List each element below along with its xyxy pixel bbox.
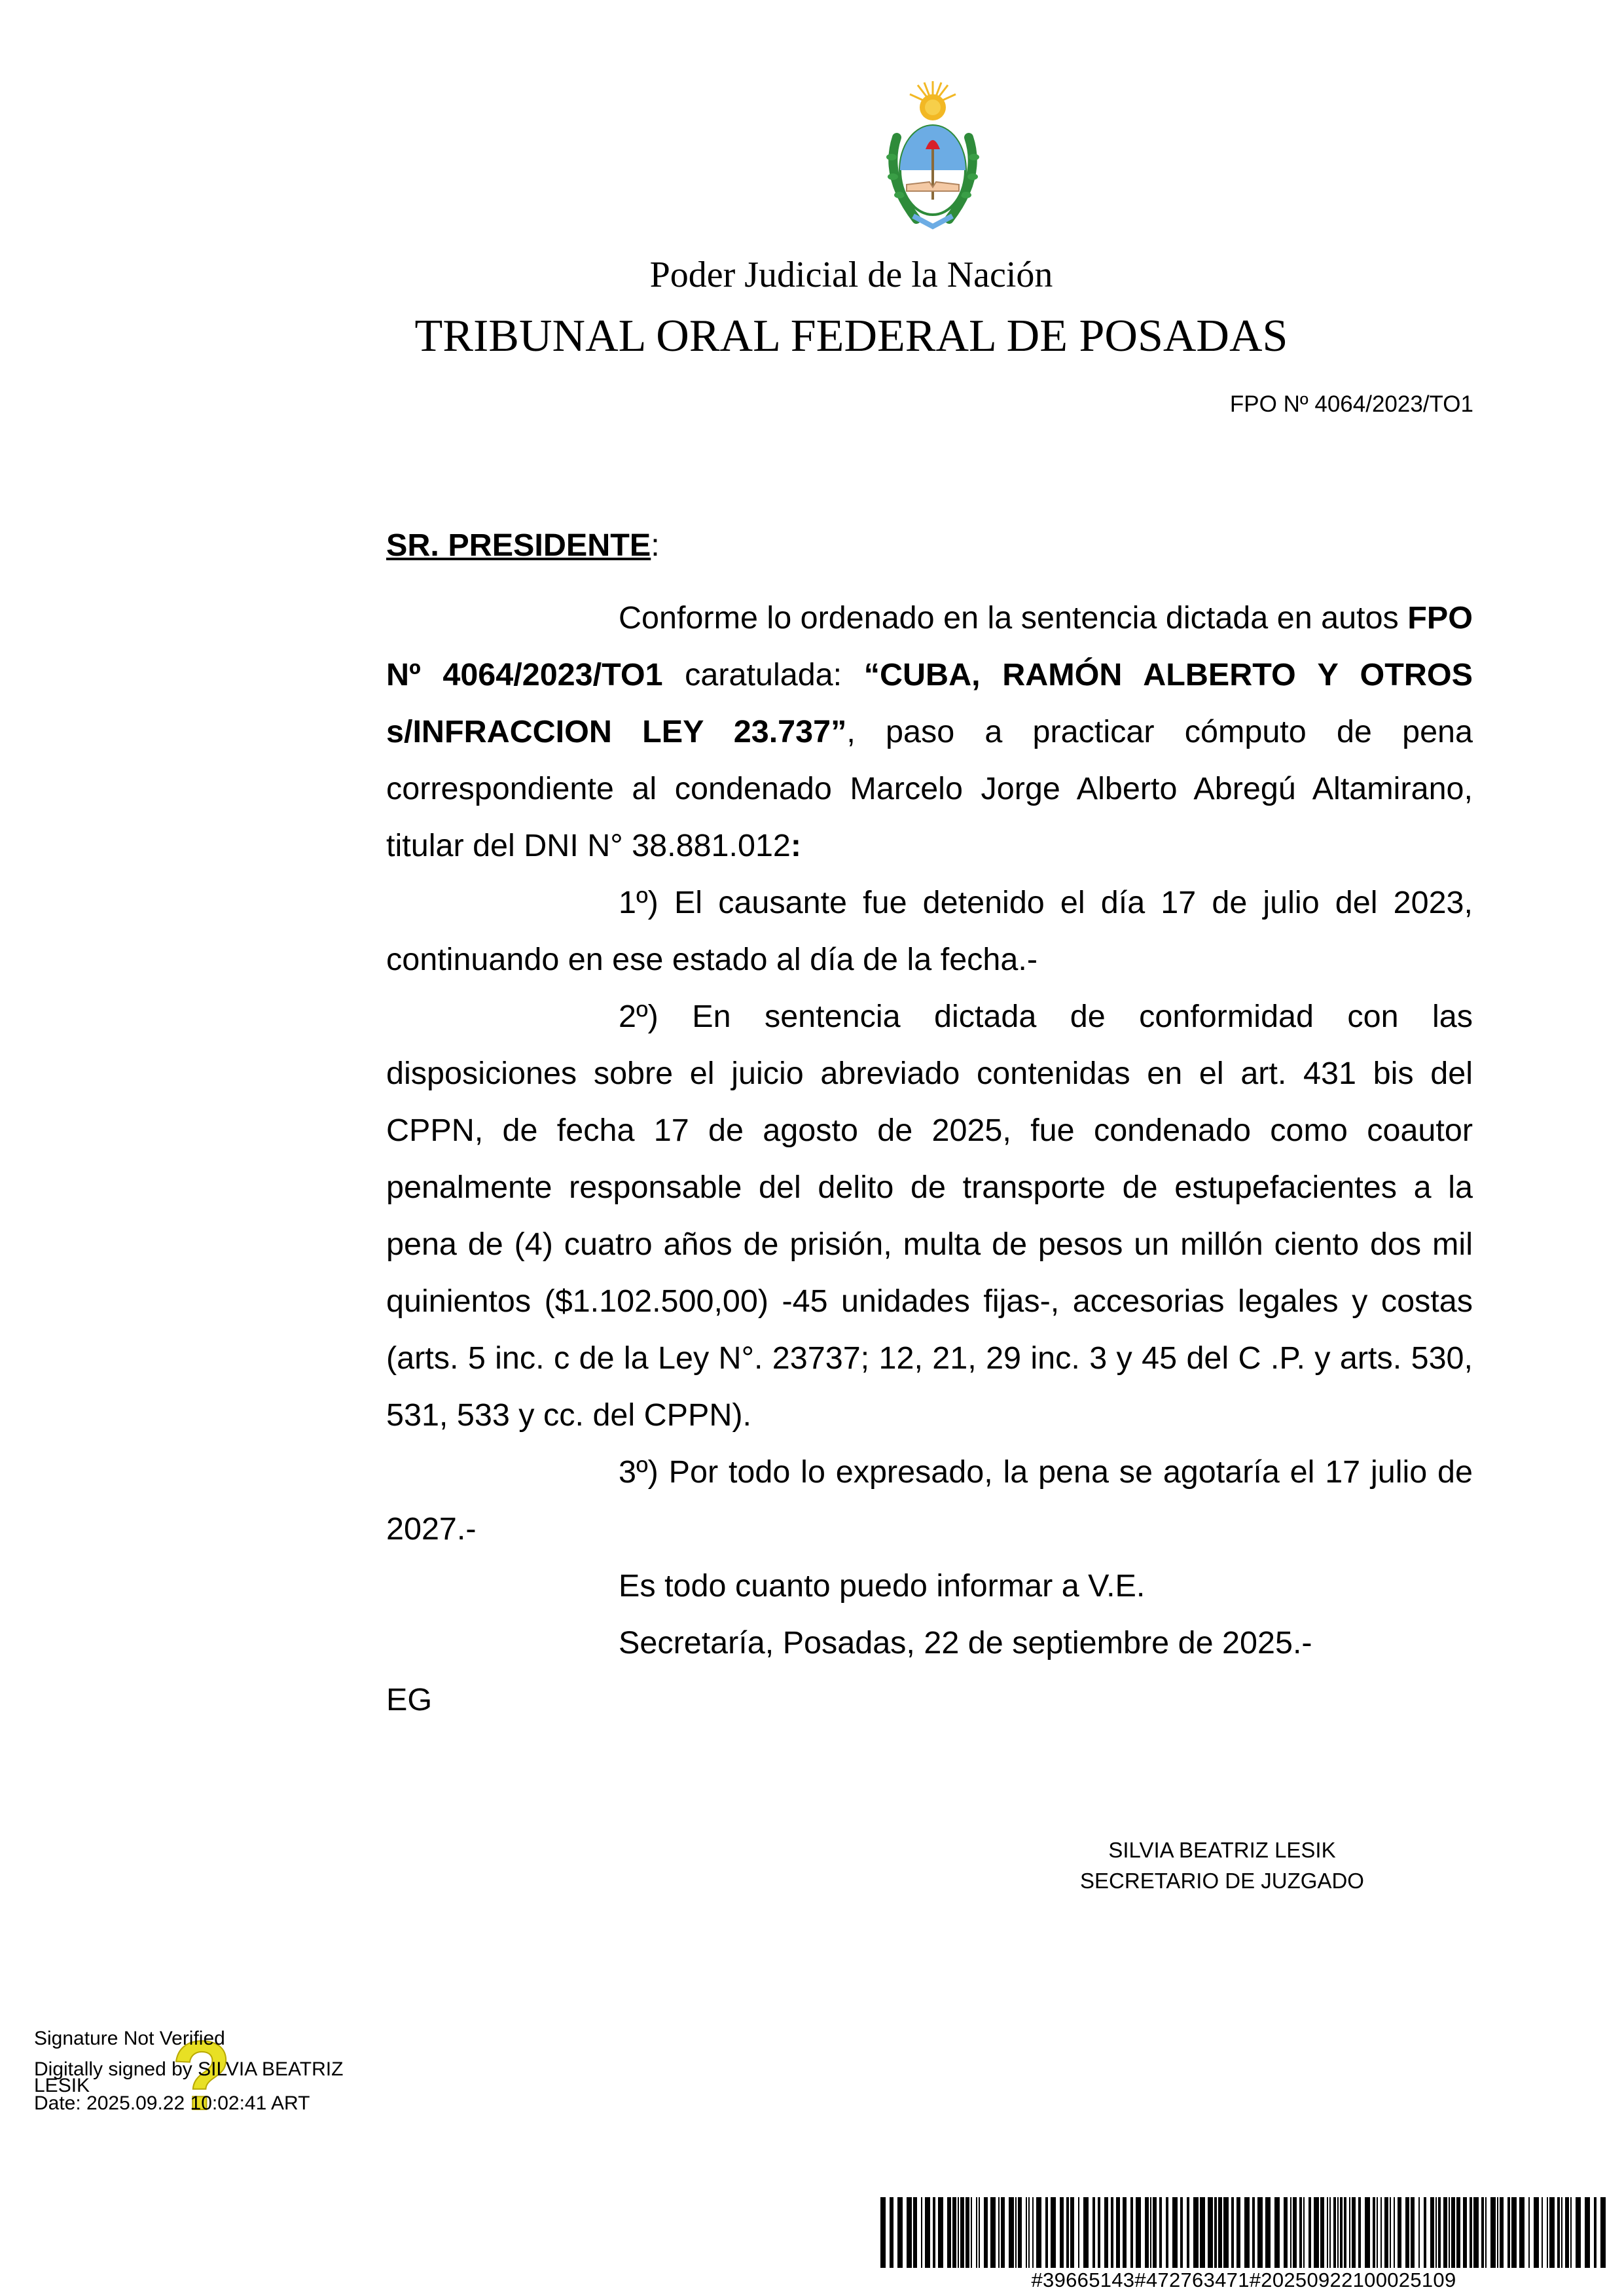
barcode-bar (1308, 2197, 1311, 2268)
point-2: 2º) En sentencia dictada de conformidad con las disposiciones sobre el juicio abreviado contenidas en el art. 431 bis del CPPN, de fecha 17 de agosto de 2025, fue condenado como coautor penalmente responsable del delito de transporte de estupefacientes a la pena de (4) cuatro años de prisión, multa de pesos un millón ciento dos mil quinientos ($1.102.500,00) -45 unidades fijas-, accesorias legales y costas (arts. 5 inc. c de la Ley N°. 23737; 12, 21, 29 inc. 3 y 45 del C .P. y arts. 530, 531, 533 y cc. del CPPN). (386, 999, 1473, 1433)
barcode-bar (1293, 2197, 1297, 2268)
barcode-bar (1200, 2197, 1205, 2268)
barcode-bar (1449, 2197, 1450, 2268)
barcode-text: #39665143#472763471#20250922100025109 (1031, 2269, 1456, 2291)
barcode-bar (1542, 2197, 1543, 2268)
barcode-bar (971, 2197, 972, 2268)
barcode-bar (952, 2197, 956, 2268)
barcode-bar (1066, 2197, 1069, 2268)
barcode-bar (1070, 2197, 1074, 2268)
barcode-bar (880, 2197, 886, 2268)
svg-text:?: ? (171, 2024, 232, 2123)
barcode-bar (1051, 2197, 1056, 2268)
barcode-bar (1159, 2197, 1162, 2268)
digital-signature-stamp (34, 2028, 343, 2114)
barcode-bar (1344, 2197, 1346, 2268)
barcode-bar (1329, 2197, 1331, 2268)
barcode-bar (1244, 2197, 1250, 2268)
coat-of-arms-logo (877, 79, 988, 236)
barcode-bar (1036, 2197, 1041, 2268)
barcode-bar (1443, 2197, 1447, 2268)
barcode-bar (1534, 2197, 1539, 2268)
barcode-bar (1193, 2197, 1199, 2268)
barcode-bar (1045, 2197, 1048, 2268)
barcode-bar (1511, 2197, 1517, 2268)
barcode-bar (1570, 2197, 1572, 2268)
barcode-bar (1252, 2197, 1255, 2268)
barcode-bar (1231, 2197, 1234, 2268)
signatory-title: SECRETARIO DE JUZGADO (1080, 1869, 1364, 1893)
barcode-bar (1519, 2197, 1525, 2268)
barcode-bar (1435, 2197, 1437, 2268)
barcode-bar (1104, 2197, 1108, 2268)
barcode-bar (998, 2197, 1000, 2268)
barcode-bar (907, 2197, 912, 2268)
barcode-bar (1018, 2197, 1022, 2268)
signatory-name: SILVIA BEATRIZ LESIK (1108, 1838, 1336, 1862)
barcode-bar (1015, 2197, 1017, 2268)
barcode-bar (1032, 2197, 1034, 2268)
barcode-bar (1561, 2197, 1562, 2268)
barcode-bar (933, 2197, 935, 2268)
intro-paragraph (386, 590, 1473, 874)
barcode-bar (984, 2197, 988, 2268)
barcode-bar (1208, 2197, 1213, 2268)
document-body (386, 517, 1473, 1729)
barcode-bar (1153, 2197, 1157, 2268)
closing-line-2: Secretaría, Posadas, 22 de septiembre de 2025.- (619, 1625, 1312, 1660)
salutation-text: SR. PRESIDENTE (386, 528, 651, 563)
barcode-bar (1026, 2197, 1027, 2268)
file-reference: FPO Nº 4064/2023/TO1 (1229, 391, 1473, 417)
barcode-bar (1418, 2197, 1420, 2268)
barcode-bar (990, 2197, 996, 2268)
barcode-bar (965, 2197, 969, 2268)
barcode-bar (1470, 2197, 1472, 2268)
case-name: “CUBA, RAMÓN ALBERTO Y OTROS s/INFRACCION LEY 23.737” (386, 657, 1473, 749)
salutation (386, 517, 1473, 574)
barcode-bar (1236, 2197, 1240, 2268)
barcode-bar (1576, 2197, 1581, 2268)
barcode-bar (1497, 2197, 1498, 2268)
barcode-bar (1009, 2197, 1014, 2268)
barcode-bar (1180, 2197, 1183, 2268)
barcode-bar (921, 2197, 922, 2268)
barcode-bar (1600, 2197, 1606, 2268)
barcode-bar (1500, 2197, 1504, 2268)
barcode-bar (1172, 2197, 1178, 2268)
barcode-bar (1547, 2197, 1548, 2268)
document-barcode (880, 2197, 1607, 2268)
barcode-bar (1507, 2197, 1510, 2268)
barcode-bar (960, 2197, 964, 2268)
barcode-bar (1145, 2197, 1149, 2268)
barcode-bar (1585, 2197, 1590, 2268)
barcode-bar (1485, 2197, 1487, 2268)
barcode-bar (1349, 2197, 1350, 2268)
barcode-bar (1290, 2197, 1291, 2268)
barcode-bar (1218, 2197, 1222, 2268)
barcode-bar (1284, 2197, 1288, 2268)
barcode-bar (1549, 2197, 1555, 2268)
barcode-bar (913, 2197, 917, 2268)
intro-colon: : (790, 828, 802, 863)
barcode-bar (1340, 2197, 1343, 2268)
stamp-signed-by: Digitally signed by SILVIA BEATRIZ (34, 2058, 344, 2080)
barcode-bar (958, 2197, 959, 2268)
barcode-bar (1451, 2197, 1455, 2268)
intro-text-3: , paso a practicar cómputo de pena correspondiente al condenado Marcelo Jorge Alberto Abregú Altamirano, titular del DNI N° 38.881.012 (386, 714, 1473, 863)
stamp-signed-by-cont: LESIK (34, 2075, 90, 2096)
barcode-bar (1398, 2197, 1401, 2268)
barcode-bar (1411, 2197, 1415, 2268)
barcode-bar (1481, 2197, 1484, 2268)
barcode-bar (1111, 2197, 1113, 2268)
barcode-bar (1333, 2197, 1336, 2268)
barcode-bar (1405, 2197, 1409, 2268)
barcode-bar (1430, 2197, 1434, 2268)
stamp-date: Date: 2025.09.22 10:02:41 ART (34, 2092, 310, 2114)
barcode-bar (897, 2197, 903, 2268)
barcode-bar (1214, 2197, 1217, 2268)
barcode-bar (1299, 2197, 1302, 2268)
barcode-bar (1001, 2197, 1005, 2268)
barcode-bar (1352, 2197, 1356, 2268)
initials: EG (386, 1682, 433, 1717)
barcode-bar (976, 2197, 977, 2268)
barcode-bar (1557, 2197, 1560, 2268)
barcode-bar (1265, 2197, 1271, 2268)
barcode-bar (1320, 2197, 1324, 2268)
barcode-bar (1083, 2197, 1089, 2268)
barcode-bar (1424, 2197, 1426, 2268)
case-number: FPO Nº 4064/2023/TO1 (386, 600, 1473, 692)
barcode-bar (1223, 2197, 1229, 2268)
barcode-bar (1060, 2197, 1064, 2268)
barcode-bar (1380, 2197, 1382, 2268)
barcode-bar (1365, 2197, 1370, 2268)
barcode-bar (1377, 2197, 1378, 2268)
barcode-bar (1150, 2197, 1151, 2268)
institution-title: Poder Judicial de la Nación (649, 255, 1053, 295)
barcode-bar (1327, 2197, 1328, 2268)
barcode-bar (1314, 2197, 1319, 2268)
barcode-bar (1098, 2197, 1100, 2268)
barcode-bar (1490, 2197, 1496, 2268)
barcode-bar (1390, 2197, 1391, 2268)
barcode-bar (1257, 2197, 1263, 2268)
point-3: 3º) Por todo lo expresado, la pena se agotaría el 17 julio de 2027.- (386, 1454, 1473, 1547)
barcode-bar (1166, 2197, 1168, 2268)
barcode-bar (1078, 2197, 1079, 2268)
barcode-bar (1565, 2197, 1569, 2268)
barcode-bar (1116, 2197, 1120, 2268)
barcode-bar (1187, 2197, 1189, 2268)
barcode-bar (1373, 2197, 1375, 2268)
barcode-bar (1028, 2197, 1030, 2268)
barcode-bar (1594, 2197, 1597, 2268)
barcode-bar (947, 2197, 951, 2268)
point-1: 1º) El causante fue detenido el día 17 de julio del 2023, continuando en ese estado al día de la fecha.- (386, 885, 1473, 977)
barcode-bar (1528, 2197, 1530, 2268)
barcode-bar (1358, 2197, 1361, 2268)
barcode-bar (1438, 2197, 1441, 2268)
barcode-bar (1337, 2197, 1339, 2268)
barcode-bar (1394, 2197, 1395, 2268)
barcode-bar (925, 2197, 930, 2268)
barcode-bar (1136, 2197, 1141, 2268)
barcode-bar (1456, 2197, 1460, 2268)
stamp-status: Signature Not Verified (34, 2028, 225, 2049)
barcode-bar (1092, 2197, 1095, 2268)
barcode-bar (890, 2197, 893, 2268)
barcode-bar (1473, 2197, 1479, 2268)
intro-text-2: caratulada: (662, 657, 864, 692)
barcode-bar (979, 2197, 980, 2268)
closing-line-1: Es todo cuanto puedo informar a V.E. (619, 1568, 1146, 1604)
salutation-colon: : (651, 528, 660, 563)
barcode-bar (938, 2197, 943, 2268)
barcode-bar (1123, 2197, 1127, 2268)
intro-text-1: Conforme lo ordenado en la sentencia dictada en autos (619, 600, 1408, 636)
court-title: TRIBUNAL ORAL FEDERAL DE POSADAS (414, 311, 1288, 361)
barcode-bar (1130, 2197, 1133, 2268)
barcode-bar (1303, 2197, 1305, 2268)
barcode-bar (1274, 2197, 1280, 2268)
barcode-bar (1463, 2197, 1467, 2268)
barcode-bar (1384, 2197, 1388, 2268)
